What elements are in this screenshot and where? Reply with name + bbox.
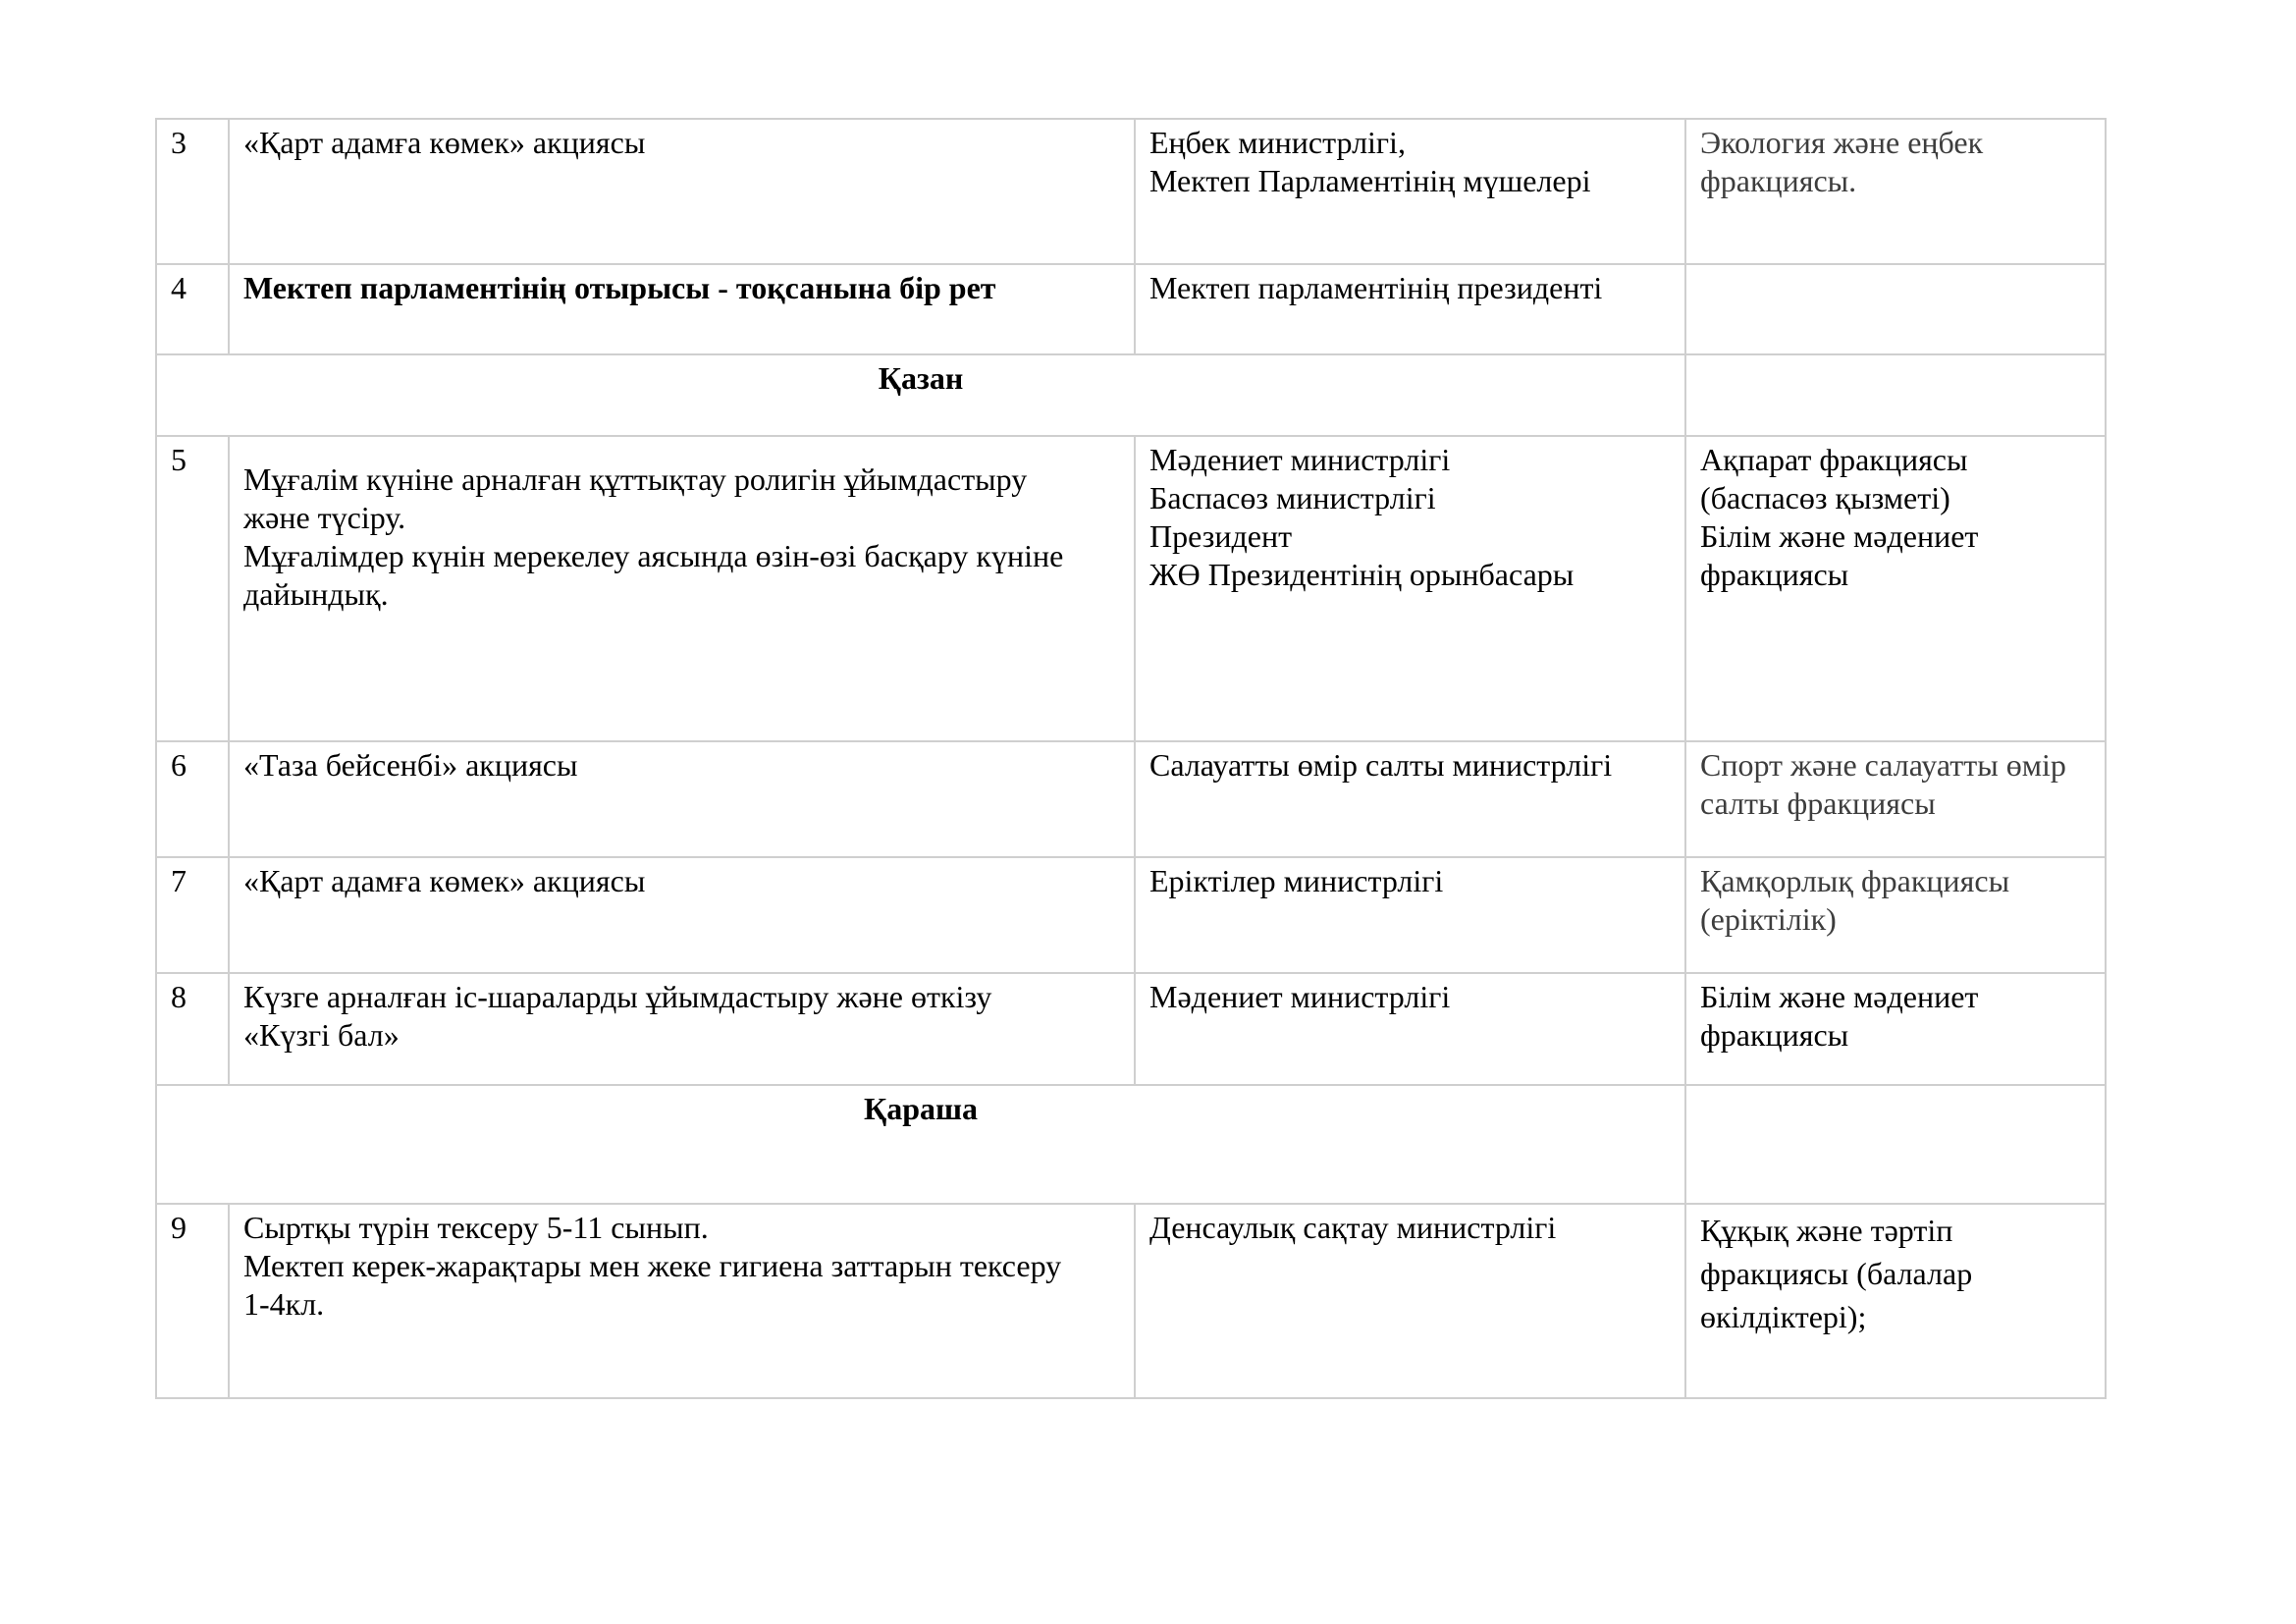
event-cell: [229, 436, 1135, 741]
responsible-text: Салауатты өмір салты министрлігі: [1149, 747, 1613, 783]
month-heading: Қазан: [156, 354, 1685, 436]
faction-text: Құқық және тәртіп: [1700, 1213, 1953, 1248]
row-number: 9: [156, 1204, 229, 1398]
faction-cell: [1685, 354, 2106, 436]
event-text: және түсіру.: [243, 500, 406, 535]
school-parliament-plan-table: [155, 118, 2107, 1399]
responsible-cell: [1135, 119, 1685, 264]
faction-cell: [1685, 264, 2106, 354]
faction-text: Білім және мәдениет: [1700, 979, 1979, 1014]
row-number: 5: [156, 436, 229, 741]
event-text: Сыртқы түрін тексеру 5-11 сынып.: [243, 1210, 709, 1245]
event-cell: [229, 857, 1135, 973]
event-text: «Таза бейсенбі» акциясы: [243, 747, 578, 783]
faction-cell: [1685, 1204, 2106, 1398]
responsible-text: Еріктілер министрлігі: [1149, 863, 1444, 898]
responsible-cell: [1135, 264, 1685, 354]
faction-text: Қамқорлық фракциясы: [1700, 863, 2010, 898]
event-text: дайындық.: [243, 576, 389, 612]
table-row: [156, 973, 2106, 1085]
event-text: Мұғалімдер күнін мерекелеу аясында өзін-өзі басқару күніне: [243, 538, 1064, 573]
faction-text: Экология және еңбек: [1700, 125, 1984, 160]
event-text: Мектеп парламентінің отырысы - тоқсанына бір рет: [243, 270, 996, 305]
event-cell: [229, 119, 1135, 264]
event-text: Мұғалім күніне арналған құттықтау ролигін ұйымдастыру: [243, 461, 1028, 497]
responsible-text: ЖӨ Президентінің орынбасары: [1149, 557, 1575, 592]
responsible-cell: [1135, 1204, 1685, 1398]
responsible-text: Мәдениет министрлігі: [1149, 979, 1451, 1014]
event-cell: [229, 741, 1135, 857]
responsible-text: Еңбек министрлігі,: [1149, 125, 1406, 160]
event-text: «Күзгі бал»: [243, 1017, 400, 1053]
faction-text: фракциясы (балалар: [1700, 1256, 1973, 1291]
responsible-text: Президент: [1149, 518, 1293, 554]
responsible-text: Мектеп Парламентінің мүшелері: [1149, 163, 1591, 198]
table-row: [156, 1204, 2106, 1398]
row-number: 8: [156, 973, 229, 1085]
faction-cell: [1685, 1085, 2106, 1204]
responsible-text: Мектеп парламентінің президенті: [1149, 270, 1603, 305]
faction-text: Ақпарат фракциясы: [1700, 442, 1968, 477]
faction-text: (еріктілік): [1700, 901, 1837, 937]
event-cell: [229, 1204, 1135, 1398]
event-cell: [229, 973, 1135, 1085]
faction-text: (баспасөз қызметі): [1700, 480, 1950, 515]
row-number: 6: [156, 741, 229, 857]
faction-text: Білім және мәдениет: [1700, 518, 1979, 554]
row-number: 4: [156, 264, 229, 354]
faction-text: Спорт және салауатты өмір: [1700, 747, 2066, 783]
event-text: 1-4кл.: [243, 1286, 325, 1322]
responsible-text: Мәдениет министрлігі: [1149, 442, 1451, 477]
faction-cell: [1685, 436, 2106, 741]
event-cell: [229, 264, 1135, 354]
responsible-cell: [1135, 741, 1685, 857]
responsible-cell: [1135, 436, 1685, 741]
responsible-text: Баспасөз министрлігі: [1149, 480, 1436, 515]
event-text: «Қарт адамға көмек» акциясы: [243, 125, 646, 160]
faction-text: өкілдіктері);: [1700, 1299, 1867, 1334]
faction-cell: [1685, 741, 2106, 857]
faction-text: салты фракциясы: [1700, 785, 1936, 821]
event-text: Күзге арналған іс-шараларды ұйымдастыру және өткізу: [243, 979, 992, 1014]
faction-text: фракциясы: [1700, 557, 1849, 592]
table-row: [156, 119, 2106, 264]
table-row: [156, 857, 2106, 973]
faction-cell: [1685, 857, 2106, 973]
event-text: Мектеп керек-жарақтары мен жеке гигиена заттарын тексеру: [243, 1248, 1062, 1283]
faction-text: фракциясы: [1700, 1017, 1849, 1053]
responsible-cell: [1135, 857, 1685, 973]
table-row: [156, 436, 2106, 741]
month-heading: Қараша: [156, 1085, 1685, 1204]
faction-cell: [1685, 119, 2106, 264]
event-text: «Қарт адамға көмек» акциясы: [243, 863, 646, 898]
table-row: [156, 741, 2106, 857]
row-number: 7: [156, 857, 229, 973]
responsible-cell: [1135, 973, 1685, 1085]
faction-cell: [1685, 973, 2106, 1085]
month-row: [156, 1085, 2106, 1204]
row-number: 3: [156, 119, 229, 264]
faction-text: фракциясы.: [1700, 163, 1857, 198]
responsible-text: Денсаулық сақтау министрлігі: [1149, 1210, 1557, 1245]
table-row: [156, 264, 2106, 354]
month-row: [156, 354, 2106, 436]
